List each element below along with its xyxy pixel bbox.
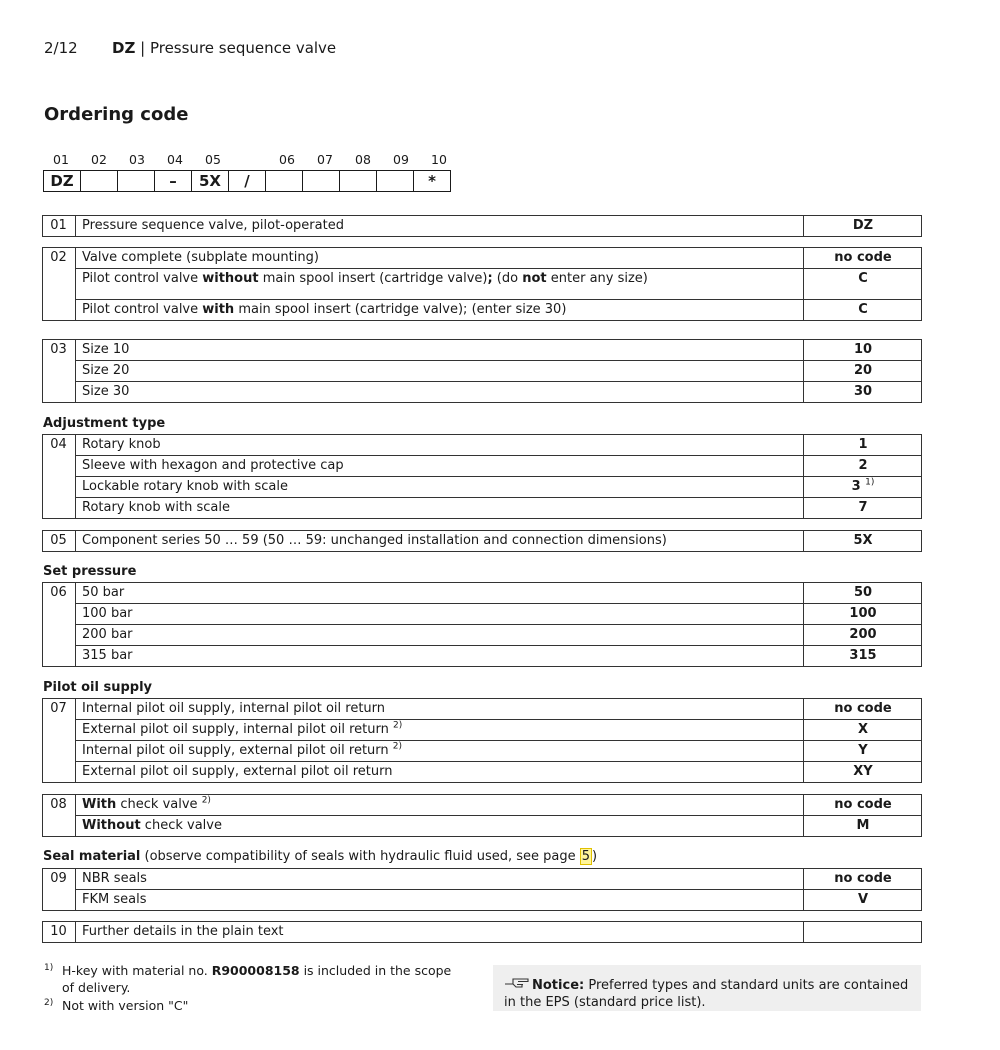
row-code: 3 $^{1)}$ (851, 477, 875, 494)
table-row (42, 889, 922, 910)
table-row (42, 299, 922, 320)
table-row (42, 868, 922, 889)
footnote (44, 962, 464, 996)
row-code: no code (834, 797, 892, 812)
code-box: * (413, 170, 451, 192)
section-heading: Seal material (observe compatibility of seals with hydraulic fluid used, see page 5 ) (43, 849, 598, 864)
footnote-text: H-key with material no. R900008158 is included in the scope of delivery. (62, 963, 452, 995)
row-description: Size 30 (82, 384, 130, 399)
table-row (42, 921, 922, 942)
table-row (42, 624, 922, 645)
group-10 (42, 921, 922, 943)
table-row (42, 215, 922, 236)
section-heading: Pilot oil supply (43, 680, 153, 695)
row-code: C (858, 302, 868, 317)
code-box (339, 170, 377, 192)
code-box (302, 170, 340, 192)
row-description: Further details in the plain text (82, 924, 284, 939)
row-description: Without check valve (82, 818, 222, 833)
row-description: Rotary knob (82, 437, 161, 452)
table-row (42, 381, 922, 402)
row-description: Size 20 (82, 363, 130, 378)
row-description: Pressure sequence valve, pilot-operated (82, 218, 344, 233)
ordering-code-boxes (43, 170, 452, 194)
row-code: V (857, 892, 869, 907)
code-position-10: 10 (431, 152, 447, 167)
code-box (80, 170, 118, 192)
row-code: 10 (853, 342, 873, 357)
row-code: M (856, 818, 870, 833)
row-code: 2 (858, 458, 868, 473)
footnote-text: Not with version "C" (62, 998, 189, 1013)
row-code: no code (834, 871, 892, 886)
row-code: 7 (858, 500, 868, 515)
code-box (265, 170, 303, 192)
row-number: 01 (50, 218, 67, 233)
row-description: Size 10 (82, 342, 130, 357)
table-row (42, 719, 922, 740)
code-box: 5X (191, 170, 229, 192)
row-number: 03 (50, 342, 67, 357)
group-09 (42, 868, 922, 911)
code-position-01: 01 (53, 152, 69, 167)
row-number: 02 (50, 250, 67, 265)
table-row (42, 268, 922, 299)
row-description: Internal pilot oil supply, external pilot oil return $^{2)}$ (82, 741, 403, 758)
row-number: 10 (50, 924, 67, 939)
table-row (42, 740, 922, 761)
group-04 (42, 434, 922, 519)
row-number: 06 (50, 585, 67, 600)
row-description: Valve complete (subplate mounting) (82, 250, 319, 265)
code-box (117, 170, 155, 192)
code-position-02: 02 (91, 152, 107, 167)
header-separator: | (140, 39, 146, 57)
row-description: Rotary knob with scale (82, 500, 230, 515)
row-code: 200 (849, 627, 877, 642)
pointing-hand-icon (504, 975, 532, 994)
table-row (42, 645, 922, 666)
row-description: Sleeve with hexagon and protective cap (82, 458, 344, 473)
code-position-09: 09 (393, 152, 409, 167)
table-row (42, 497, 922, 518)
table-row (42, 761, 922, 782)
group-03 (42, 339, 922, 403)
group-05 (42, 530, 922, 552)
row-code: C (858, 271, 868, 286)
row-code: Y (858, 743, 868, 758)
row-code: 20 (853, 363, 873, 378)
row-number: 04 (50, 437, 67, 452)
footnote (44, 997, 464, 1014)
group-06 (42, 582, 922, 667)
row-code: DZ (852, 218, 874, 233)
notice-label: Notice: (532, 978, 585, 993)
table-row (42, 794, 922, 815)
row-code: 1 (858, 437, 868, 452)
row-description: Internal pilot oil supply, internal pilot oil return (82, 701, 386, 716)
notice-box (493, 965, 921, 1011)
group-07 (42, 698, 922, 783)
code-box (376, 170, 414, 192)
group-02 (42, 247, 922, 321)
code-position-04: 04 (167, 152, 183, 167)
row-description: NBR seals (82, 871, 147, 886)
row-description: Component series 50 … 59 (50 … 59: unchanged installation and connection dimensions) (82, 533, 667, 548)
row-description: Lockable rotary knob with scale (82, 479, 288, 494)
table-row (42, 434, 922, 455)
group-01 (42, 215, 922, 237)
section-heading: Set pressure (43, 564, 137, 579)
table-row (42, 582, 922, 603)
row-code: 100 (849, 606, 877, 621)
table-row (42, 698, 922, 719)
code-position-08: 08 (355, 152, 371, 167)
row-number: 08 (50, 797, 67, 812)
row-code: 315 (849, 648, 877, 663)
code-position-03: 03 (129, 152, 145, 167)
notice-text: Preferred types and standard units are contained in the EPS (standard price list). (504, 978, 909, 1010)
row-code: no code (834, 701, 892, 716)
table-row (42, 455, 922, 476)
row-number: 09 (50, 871, 67, 886)
code-position-06: 06 (279, 152, 295, 167)
row-description: FKM seals (82, 892, 147, 907)
code-box: / (228, 170, 266, 192)
row-description: External pilot oil supply, internal pilot oil return $^{2)}$ (82, 720, 403, 737)
code-position-05: 05 (205, 152, 221, 167)
row-description: 200 bar (82, 627, 133, 642)
code-box: DZ (43, 170, 81, 192)
row-code: X (857, 722, 869, 737)
row-description: With check valve $^{2)}$ (82, 795, 211, 812)
table-row (42, 603, 922, 624)
row-description: Pilot control valve without main spool insert (cartridge valve); (do not enter any size) (82, 271, 648, 286)
table-row (42, 476, 922, 497)
product-name: Pressure sequence valve (149, 39, 337, 57)
row-description: External pilot oil supply, external pilot oil return (82, 764, 393, 779)
group-08 (42, 794, 922, 837)
page-header (44, 39, 336, 57)
table-row (42, 247, 922, 268)
section-heading: Adjustment type (43, 416, 166, 431)
row-code: XY (853, 764, 873, 779)
footnote-mark: 1) (44, 963, 54, 973)
page-number: 2/12 (44, 39, 78, 57)
row-number: 05 (50, 533, 67, 548)
row-description: Pilot control valve with main spool insert (cartridge valve); (enter size 30) (82, 302, 567, 317)
footnote-mark: 2) (44, 998, 54, 1008)
row-code: 30 (853, 384, 873, 399)
code-position-07: 07 (317, 152, 333, 167)
code-box: – (154, 170, 192, 192)
row-description: 315 bar (82, 648, 133, 663)
section-title: Ordering code (44, 104, 189, 125)
product-code: DZ (112, 39, 136, 57)
row-number: 07 (50, 701, 67, 716)
row-code: 5X (853, 533, 873, 548)
table-row (42, 815, 922, 836)
row-description: 100 bar (82, 606, 133, 621)
row-description: 50 bar (82, 585, 125, 600)
row-code: 50 (853, 585, 873, 600)
table-row (42, 360, 922, 381)
table-row (42, 530, 922, 551)
table-row (42, 339, 922, 360)
row-code: no code (834, 250, 892, 265)
